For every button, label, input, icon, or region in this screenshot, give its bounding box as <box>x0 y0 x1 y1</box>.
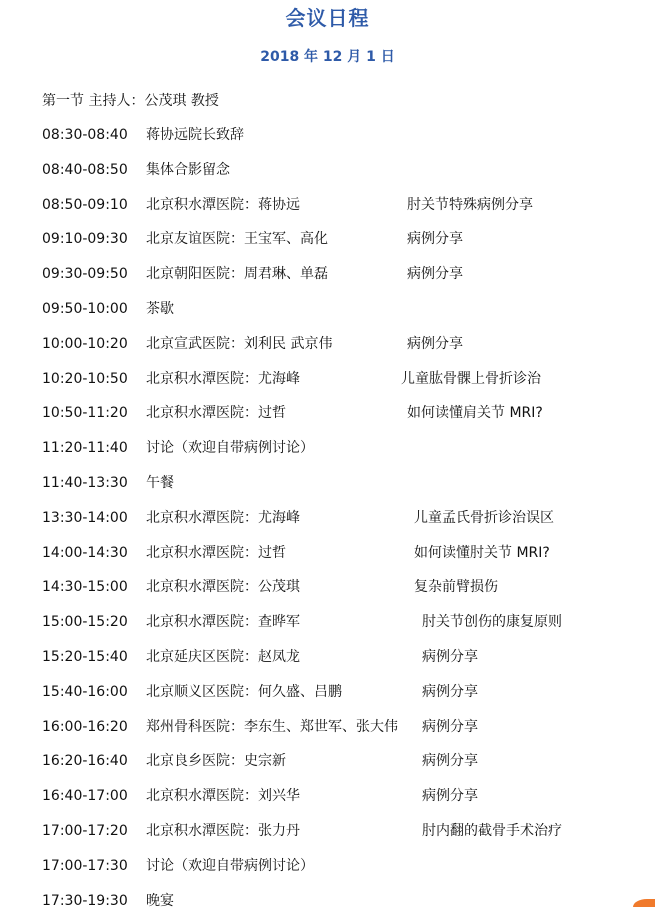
schedule-speaker: 蒋协远院长致辞 <box>146 127 244 143</box>
schedule-time: 16:00-16:20 <box>42 718 128 735</box>
schedule-speaker: 集体合影留念 <box>146 161 230 178</box>
schedule-time: 11:20-11:40 <box>42 440 128 457</box>
schedule-topic: 肘关节特殊病例分享 <box>407 196 533 213</box>
schedule-speaker: 北京延庆区医院：赵凤龙 <box>146 649 300 665</box>
schedule-speaker: 讨论（欢迎自带病例讨论） <box>146 857 314 874</box>
schedule-row <box>0 125 655 145</box>
schedule-row <box>0 612 655 632</box>
schedule-speaker: 午餐 <box>146 475 174 491</box>
schedule-time: 09:10-09:30 <box>42 231 128 248</box>
schedule-speaker: 北京积水潭医院：张力丹 <box>146 823 300 839</box>
schedule-speaker: 茶歇 <box>146 301 174 317</box>
schedule-topic: 儿童孟氏骨折诊治误区 <box>414 509 554 526</box>
schedule-speaker: 北京积水潭医院：蒋协远 <box>146 196 300 213</box>
schedule-topic: 病例分享 <box>422 753 478 770</box>
schedule-time: 11:40-13:30 <box>42 475 128 491</box>
schedule-speaker: 北京良乡医院：史宗新 <box>146 753 286 770</box>
schedule-topic: 病例分享 <box>422 649 478 665</box>
schedule-topic: 病例分享 <box>407 335 463 352</box>
schedule-time: 17:00-17:20 <box>42 823 128 839</box>
schedule-time: 15:40-16:00 <box>42 683 128 700</box>
schedule-row <box>0 369 655 389</box>
schedule-topic: 复杂前臂损伤 <box>414 579 498 596</box>
schedule-row <box>0 717 655 737</box>
schedule-speaker: 北京积水潭医院：查晔军 <box>146 614 300 631</box>
schedule-time: 16:40-17:00 <box>42 788 128 805</box>
schedule-time: 10:00-10:20 <box>42 335 128 352</box>
schedule-row <box>0 195 655 215</box>
schedule-row <box>0 403 655 423</box>
schedule-row <box>0 751 655 771</box>
schedule-row <box>0 299 655 319</box>
schedule-row <box>0 786 655 806</box>
schedule-time: 16:20-16:40 <box>42 753 128 770</box>
schedule-row <box>0 334 655 354</box>
schedule-speaker: 北京积水潭医院：公茂琪 <box>146 579 300 596</box>
schedule-row <box>0 647 655 667</box>
schedule-speaker: 北京积水潭医院：过哲 <box>146 405 286 422</box>
schedule-speaker: 北京朝阳医院：周君琳、单磊 <box>146 266 328 283</box>
schedule-row <box>0 577 655 597</box>
schedule-row <box>0 264 655 284</box>
schedule-row <box>0 856 655 876</box>
schedule-topic: 病例分享 <box>422 788 478 805</box>
schedule-time: 08:50-09:10 <box>42 196 128 213</box>
schedule-row <box>0 543 655 563</box>
schedule-time: 08:40-08:50 <box>42 161 128 178</box>
schedule-time: 15:20-15:40 <box>42 649 128 665</box>
page-title: 会议日程 <box>285 6 370 30</box>
schedule-row <box>0 160 655 180</box>
schedule-row <box>0 438 655 458</box>
schedule-speaker: 北京友谊医院：王宝军、高化 <box>146 231 328 248</box>
schedule-row <box>0 229 655 249</box>
schedule-speaker: 晚宴 <box>146 892 174 909</box>
schedule-time: 13:30-14:00 <box>42 509 128 526</box>
schedule-time: 14:00-14:30 <box>42 544 128 561</box>
schedule-speaker: 北京积水潭医院：尤海峰 <box>146 370 300 387</box>
schedule-row <box>0 508 655 528</box>
schedule-time: 10:50-11:20 <box>42 405 128 422</box>
schedule-speaker: 北京宣武医院：刘利民 武京伟 <box>146 335 333 352</box>
schedule-speaker: 北京积水潭医院：尤海峰 <box>146 509 300 526</box>
schedule-time: 09:50-10:00 <box>42 301 128 317</box>
schedule-topic: 如何读懂肩关节 MRI? <box>407 405 543 422</box>
schedule-topic: 病例分享 <box>407 266 463 283</box>
schedule-topic: 病例分享 <box>407 231 463 248</box>
schedule-time: 09:30-09:50 <box>42 266 128 283</box>
section-host-line: 第一节 主持人：公茂琪 教授 <box>42 93 219 109</box>
schedule-topic: 病例分享 <box>422 683 478 700</box>
schedule-row <box>0 891 655 911</box>
schedule-topic: 病例分享 <box>422 718 478 735</box>
schedule-topic: 如何读懂肘关节 MRI? <box>414 544 550 561</box>
schedule-row <box>0 473 655 493</box>
schedule-topic: 肘内翻的截骨手术治疗 <box>422 823 562 839</box>
schedule-topic: 儿童肱骨髁上骨折诊治 <box>401 370 541 387</box>
schedule-speaker: 郑州骨科医院：李东生、郑世军、张大伟 <box>146 718 398 735</box>
schedule-time: 08:30-08:40 <box>42 127 128 143</box>
meeting-date: 2018 年 12 月 1 日 <box>260 49 395 65</box>
schedule-time: 14:30-15:00 <box>42 579 128 596</box>
schedule-speaker: 北京顺义区医院：何久盛、吕鹏 <box>146 683 342 700</box>
schedule-time: 15:00-15:20 <box>42 614 128 631</box>
schedule-time: 10:20-10:50 <box>42 370 128 387</box>
schedule-speaker: 北京积水潭医院：刘兴华 <box>146 788 300 805</box>
schedule-row <box>0 821 655 841</box>
schedule-time: 17:30-19:30 <box>42 892 128 909</box>
schedule-time: 17:00-17:30 <box>42 857 128 874</box>
schedule-row <box>0 682 655 702</box>
schedule-topic: 肘关节创伤的康复原则 <box>422 614 562 631</box>
schedule-speaker: 北京积水潭医院：过哲 <box>146 544 286 561</box>
schedule-speaker: 讨论（欢迎自带病例讨论） <box>146 440 314 457</box>
